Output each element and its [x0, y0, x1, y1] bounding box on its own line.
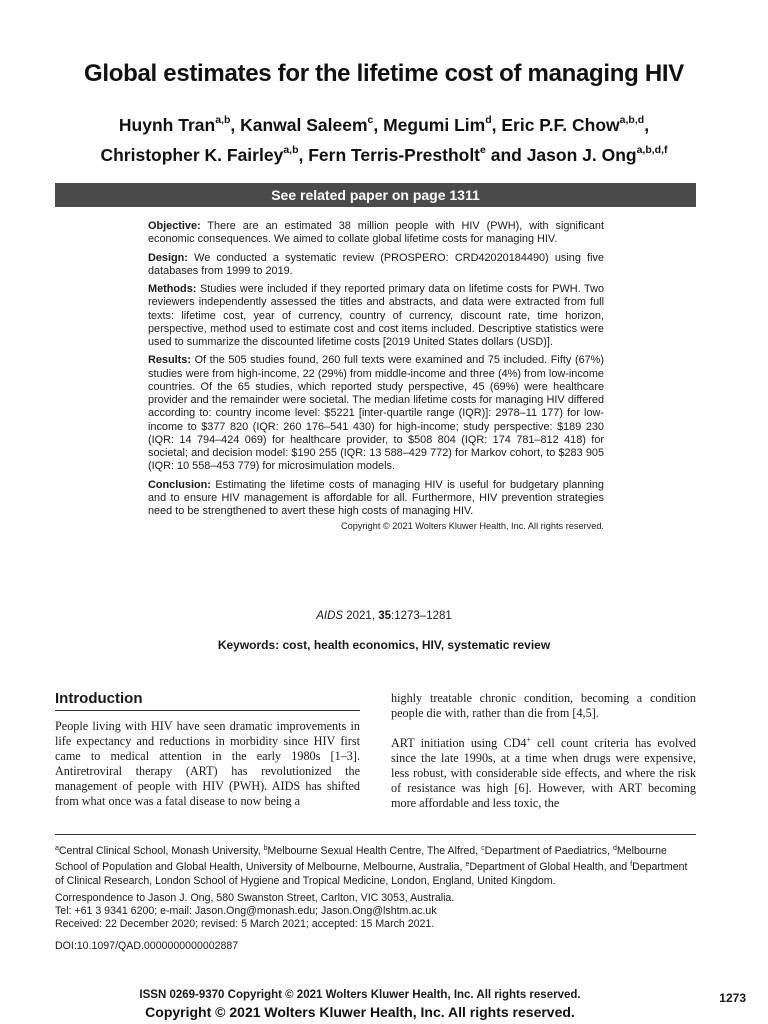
- affiliation-marker: f: [630, 861, 633, 869]
- author-separator: and: [485, 145, 527, 165]
- affiliation-marker: d: [612, 845, 617, 852]
- author-list-line-1: [30, 114, 738, 136]
- abstract-section-text: Estimating the lifetime costs of managing HIV is useful for budgetary planning and to ensure HIV management is affordable for all. Furthermore, HIV prevention strategies need to be strengthened to avert these high costs of managing HIV.: [148, 478, 604, 517]
- author-name: Fern Terris-Prestholt: [308, 145, 481, 165]
- author-affiliation-marker: a,b,d: [619, 114, 645, 126]
- related-paper-banner[interactable]: See related paper on page 1311: [55, 183, 696, 207]
- affiliation-marker: b: [263, 845, 268, 852]
- superscript: +: [526, 735, 531, 744]
- author-affiliation-marker: e: [480, 144, 486, 156]
- abstract-copyright: Copyright © 2021 Wolters Kluwer Health, Inc. All rights reserved.: [341, 521, 604, 532]
- author-affiliation-marker: a,b: [215, 114, 231, 126]
- abstract-design: [148, 252, 604, 279]
- abstract-section-text: Studies were included if they reported primary data on lifetime costs for PWH. Two reviewers independently assessed the titles and abstracts, and data were extracted from full texts: lifetime cost, year of currency, country of currency, discount rate, time horizon, perspective, method used to estimate cost and cost items included. Descriptive statistics were used to summarize the discounted lifetime costs [2019 United States dollars (USD)].: [148, 283, 604, 348]
- author-name: Megumi Lim: [383, 115, 486, 135]
- doi[interactable]: DOI:10.1097/QAD.0000000000002887: [55, 939, 239, 952]
- author-separator: ,: [298, 145, 309, 165]
- author-affiliation-marker: d: [485, 114, 492, 126]
- abstract: [148, 220, 604, 534]
- abstract-objective: [148, 220, 604, 247]
- author-name: Huynh Tran: [118, 115, 216, 135]
- abstract-section-text: Of the 505 studies found, 260 full texts were examined and 75 included. Fifty (67%) studies were from high-income, 22 (29%) from middle-income and three (4%) from low-income countries. Of the 65 studies, which reported study perspective, 45 (69%) were healthcare provider and the remainder were societal. The median lifetime costs for managing HIV differed according to: country income level: $5221 [inter-quartile range (IQR)]: 2978–11 177) for low-income to $377 820 (IQR: 260 176–541 430) for high-income; study perspective: $189 230 (IQR: 14 794–424 069) for healthcare provider, to $508 804 (IQR: 174 781–812 418) for societal; and decision model: $190 255 (IQR: 13 588–429 772) for Markov cohort, to $283 905 (IQR: 10 558–453 779) for microsimulation models.: [148, 354, 604, 473]
- affiliation-text: Central Clinical School, Monash University,: [58, 845, 264, 857]
- author-affiliation-marker: c: [367, 114, 374, 126]
- abstract-conclusion: [148, 479, 604, 519]
- author-separator: ,: [373, 115, 384, 135]
- body-paragraph: highly treatable chronic condition, becoming a condition people die with, rather than die from [4,5].: [391, 691, 696, 720]
- abstract-section-label: Methods:: [148, 283, 197, 295]
- body-paragraph: People living with HIV have seen dramatic improvements in life expectancy and reductions in morbidity since HIV first came to medical attention in the early 1980s [1–3]. Antiretroviral therapy (ART) has revolutionized the management of people with HIV (PWH). AIDS has shifted from what once was a fatal disease to now being a: [55, 719, 360, 808]
- author-name: Kanwal Saleem: [240, 115, 368, 135]
- affiliations: [55, 842, 696, 888]
- affiliation-text: Melbourne School of Population and Global Health, University of Melbourne, Melbourne, Australia,: [55, 845, 667, 874]
- affiliation-marker: e: [465, 861, 470, 869]
- abstract-section-text: We conducted a systematic review (PROSPERO: CRD42020184490) using five databases from 1999 to 2019.: [148, 251, 604, 277]
- abstract-section-label: Conclusion:: [148, 478, 211, 491]
- abstract-section-text: There are an estimated 38 million people with HIV (PWH), with significant economic consequences. We aimed to collate global lifetime costs for managing HIV.: [148, 220, 604, 246]
- author-affiliation-marker: a,b,d,f: [636, 144, 668, 156]
- footnote-rule: [55, 834, 696, 835]
- author-name: Eric P.F. Chow: [501, 115, 620, 135]
- issn-copyright-line: ISSN 0269-9370 Copyright © 2021 Wolters Kluwer Health, Inc. All rights reserved.: [139, 989, 581, 1001]
- body-text: cell count criteria has evolved since the late 1990s, at a time when drugs were expensive, less robust, with considerable side effects, and where the risk of resistance was high [6]. However, with ART becoming more affordable and less toxic, the: [391, 736, 696, 810]
- affiliation-marker: c: [481, 845, 485, 852]
- affiliation-marker: a: [55, 845, 59, 852]
- abstract-section-label: Results:: [148, 354, 191, 367]
- author-list-line-2: [30, 144, 738, 166]
- citation-volume: 35: [378, 610, 392, 622]
- footnotes: [55, 842, 696, 957]
- section-heading-introduction: Introduction: [55, 690, 143, 707]
- journal-name: AIDS: [316, 610, 344, 622]
- correspondence: Correspondence to Jason J. Ong, 580 Swanston Street, Carlton, VIC 3053, Australia.: [55, 891, 455, 904]
- citation-year: 2021,: [343, 610, 379, 622]
- citation-pages: :1273–1281: [391, 610, 452, 622]
- affiliation-text: Department of Paediatrics,: [484, 845, 613, 857]
- author-separator: ,: [491, 115, 502, 135]
- copyright-watermark: Copyright © 2021 Wolters Kluwer Health, Inc. All rights reserved.: [145, 1004, 575, 1020]
- affiliation-text: Melbourne Sexual Health Centre, The Alfred,: [267, 845, 482, 857]
- abstract-section-label: Design:: [148, 251, 188, 264]
- author-affiliation-marker: a,b: [283, 144, 299, 156]
- body-text: ART initiation using CD4: [391, 736, 527, 750]
- article-title: Global estimates for the lifetime cost of managing HIV: [84, 60, 684, 87]
- author-separator: ,: [644, 115, 650, 135]
- affiliation-text: Department of Clinical Research, London School of Hygiene and Tropical Medicine, London, England, United Kingdom.: [55, 861, 688, 887]
- journal-citation: [0, 610, 768, 622]
- body-column-right: [391, 691, 696, 822]
- author-separator: ,: [230, 115, 241, 135]
- abstract-results: [148, 354, 604, 473]
- author-name: Jason J. Ong: [526, 145, 637, 165]
- body-column-left: [55, 719, 360, 820]
- heading-rule: [55, 710, 360, 711]
- abstract-methods: [148, 283, 604, 349]
- affiliation-text: Department of Global Health, and: [469, 861, 631, 874]
- body-paragraph: [391, 732, 696, 811]
- page-number: 1273: [719, 991, 746, 1005]
- received-dates: Received: 22 December 2020; revised: 5 March 2021; accepted: 15 March 2021.: [55, 918, 435, 931]
- contact-info[interactable]: Tel: +61 3 9341 6200; e-mail: Jason.Ong@monash.edu; Jason.Ong@lshtm.ac.uk: [55, 905, 437, 918]
- abstract-section-label: Objective:: [148, 220, 201, 232]
- author-name: Christopher K. Fairley: [100, 145, 284, 165]
- keywords: Keywords: cost, health economics, HIV, systematic review: [217, 638, 551, 652]
